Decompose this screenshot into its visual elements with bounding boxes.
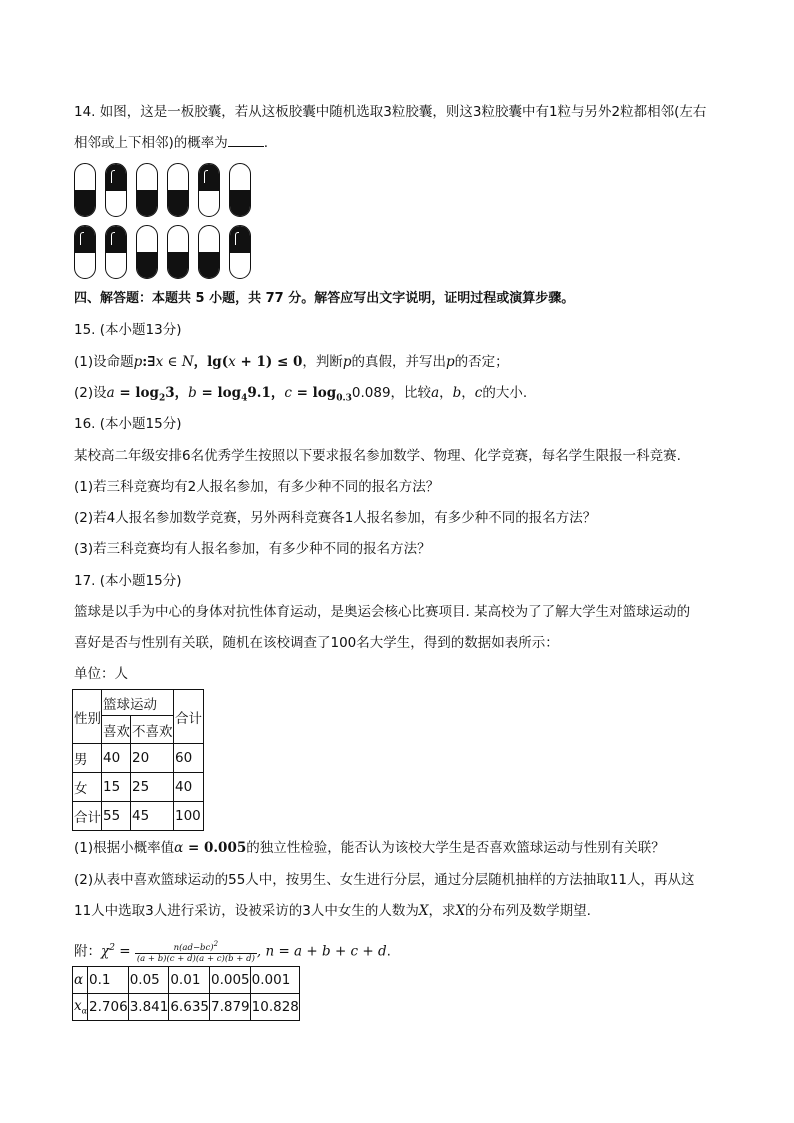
q17-header: 17. (本小题15分)	[74, 573, 182, 589]
cell-total: 40	[174, 773, 204, 802]
math-log-base: 4	[241, 393, 248, 404]
cell-dislike: 45	[131, 802, 174, 831]
header-basketball: 篮球运动	[102, 690, 174, 716]
q16-header: 16. (本小题15分)	[74, 416, 182, 432]
capsule	[198, 163, 220, 217]
q15-header: 15. (本小题13分)	[74, 322, 182, 338]
alpha-cell: 0.05	[128, 967, 169, 994]
math-ineq: + 1) ≤ 0	[235, 354, 303, 370]
x-sub: α	[81, 1006, 88, 1016]
cell-like: 55	[102, 802, 131, 831]
math-var: X	[418, 903, 429, 919]
q15-part2	[74, 383, 527, 409]
math-alpha: α	[174, 840, 184, 856]
frac-numerator: n(ad−bc)	[173, 942, 214, 953]
capsule	[229, 225, 251, 279]
cell-total: 100	[174, 802, 204, 831]
capsule	[105, 225, 127, 279]
math-var: a	[106, 385, 115, 401]
chi-square-fraction	[135, 939, 257, 964]
crit-cell: 3.841	[128, 994, 169, 1021]
crit-cell: 7.879	[210, 994, 251, 1021]
q15-p2-text: ，	[461, 385, 475, 401]
math-var: p	[133, 354, 143, 370]
critical-value-table	[72, 966, 300, 1021]
math-num: = 0.005	[183, 840, 247, 856]
capsule	[136, 163, 158, 217]
header-gender: 性别	[73, 690, 102, 744]
math-var: X	[455, 903, 466, 919]
table-row	[73, 773, 204, 802]
cell-like: 15	[102, 773, 131, 802]
math-num: 9.1，	[247, 385, 285, 401]
q15-p1-text: ，判断	[302, 354, 343, 370]
math-log-base: 0.3	[336, 393, 352, 404]
section-heading: 四、解答题：本题共 5 小题，共 77 分。解答应写出文字说明，证明过程或演算步骤。	[74, 291, 575, 306]
q17-part2-line1: (2)从表中喜欢篮球运动的55人中，按男生、女生进行分层，通过分层随机抽样的方法抽取11人，再从这	[74, 872, 695, 888]
cell-dislike: 25	[131, 773, 174, 802]
frac-denominator: (a + b)(c + d)(a + c)(b + d)	[136, 953, 255, 964]
capsule	[105, 163, 127, 217]
q16-intro: 某校高二年级安排6名优秀学生按照以下要求报名参加数学、物理、化学竞赛，每名学生限报一科竞赛.	[74, 448, 681, 464]
q14-line2-text: 相邻或上下相邻)的概率为	[74, 135, 228, 151]
capsule	[167, 225, 189, 279]
appendix-label: 附：	[74, 943, 101, 960]
math-lg: ，lg(	[193, 354, 229, 370]
math-var: b	[188, 385, 197, 401]
math-eq: =	[114, 943, 135, 960]
math-num: 0.089，比较	[351, 385, 432, 401]
crit-cell: 10.828	[250, 994, 299, 1021]
header-dislike: 不喜欢	[131, 716, 174, 744]
cell-dislike: 20	[131, 744, 174, 773]
math-var: c	[474, 385, 483, 401]
alpha-cell: 0.001	[250, 967, 299, 994]
math-end: .	[386, 943, 391, 960]
math-var: c	[284, 385, 292, 401]
capsule	[167, 163, 189, 217]
alpha-cell: 0.005	[210, 967, 251, 994]
frac-sup: 2	[213, 940, 219, 949]
q17-p2-text: 11人中选取3人进行采访，设被采访的3人中女生的人数为	[74, 903, 419, 919]
capsule	[136, 225, 158, 279]
header-total: 合计	[174, 690, 204, 744]
cell-total: 60	[174, 744, 204, 773]
q14-line2-end: .	[263, 135, 269, 151]
q17-unit: 单位：人	[74, 666, 128, 682]
table-row	[73, 802, 204, 831]
crit-cell: 6.635	[169, 994, 210, 1021]
q17-part1	[74, 838, 665, 858]
cell-like: 40	[102, 744, 131, 773]
math-chi: χ	[101, 943, 110, 960]
x-alpha-label	[73, 994, 88, 1021]
q14-line2	[74, 133, 268, 153]
q15-p1-text: (1)设命题	[74, 354, 134, 370]
crit-cell: 2.706	[88, 994, 129, 1021]
math-set: ∈ N	[163, 354, 194, 370]
math-exists: :∃	[142, 354, 156, 370]
math-n-def: , n = a + b + c + d	[256, 943, 387, 960]
q14-line1: 14. 如图，这是一板胶囊，若从这板胶囊中随机选取3粒胶囊，则这3粒胶囊中有1粒与另外2粒都相邻(左右	[74, 104, 707, 120]
q15-p2-text: (2)设	[74, 385, 107, 401]
answer-blank	[228, 134, 264, 147]
row-label: 合计	[73, 802, 102, 831]
capsule	[74, 163, 96, 217]
q17-part2-line2	[74, 901, 591, 921]
math-var: p	[342, 354, 352, 370]
q17-intro-1: 篮球是以手为中心的身体对抗性体育运动，是奥运会核心比赛项目. 某高校为了了解大学生对篮球运动的	[74, 604, 691, 620]
q15-part1	[74, 352, 509, 372]
math-var: a	[431, 385, 440, 401]
math-log: = log	[291, 385, 337, 401]
alpha-label: α	[73, 967, 88, 994]
q17-intro-2: 喜好是否与性别有关联，随机在该校调查了100名大学生，得到的数据如表所示：	[74, 635, 559, 651]
math-var: p	[446, 354, 455, 370]
q15-p2-text: 的大小.	[482, 385, 528, 401]
q17-p1-text: (1)根据小概率值	[74, 840, 175, 856]
row-label: 男	[73, 744, 102, 773]
math-sup: 2	[109, 943, 115, 953]
alpha-cell: 0.01	[169, 967, 210, 994]
q17-p1-text: 的独立性检验，能否认为该校大学生是否喜欢篮球运动与性别有关联？	[246, 840, 665, 856]
capsule	[74, 225, 96, 279]
capsule	[198, 225, 220, 279]
capsule	[229, 163, 251, 217]
q16-part2: (2)若4人报名参加数学竞赛，另外两科竞赛各1人报名参加，有多少种不同的报名方法？	[74, 510, 597, 526]
math-var: b	[452, 385, 462, 401]
math-num: 3，	[165, 385, 189, 401]
header-like: 喜欢	[102, 716, 131, 744]
q17-p2-text: 的分布列及数学期望.	[465, 903, 591, 919]
row-label: 女	[73, 773, 102, 802]
math-var: x	[155, 354, 164, 370]
q15-p2-text: ，	[439, 385, 453, 401]
q15-p1-text: 的真假，并写出	[351, 354, 447, 370]
appendix-formula	[74, 938, 391, 964]
math-var: x	[228, 354, 236, 370]
q17-p2-text: ，求	[428, 903, 456, 919]
math-log: = log	[114, 385, 159, 401]
x-label: x	[74, 998, 82, 1015]
q15-p1-text: 的否定；	[454, 354, 509, 370]
math-log: = log	[196, 385, 242, 401]
math-log-base: 2	[158, 393, 166, 404]
q16-part3: (3)若三科竞赛均有人报名参加，有多少种不同的报名方法？	[74, 541, 431, 557]
capsule-board-figure	[74, 163, 254, 281]
survey-table	[72, 689, 204, 831]
table-row	[73, 744, 204, 773]
alpha-cell: 0.1	[88, 967, 129, 994]
q16-part1: (1)若三科竞赛均有2人报名参加，有多少种不同的报名方法？	[74, 479, 440, 495]
